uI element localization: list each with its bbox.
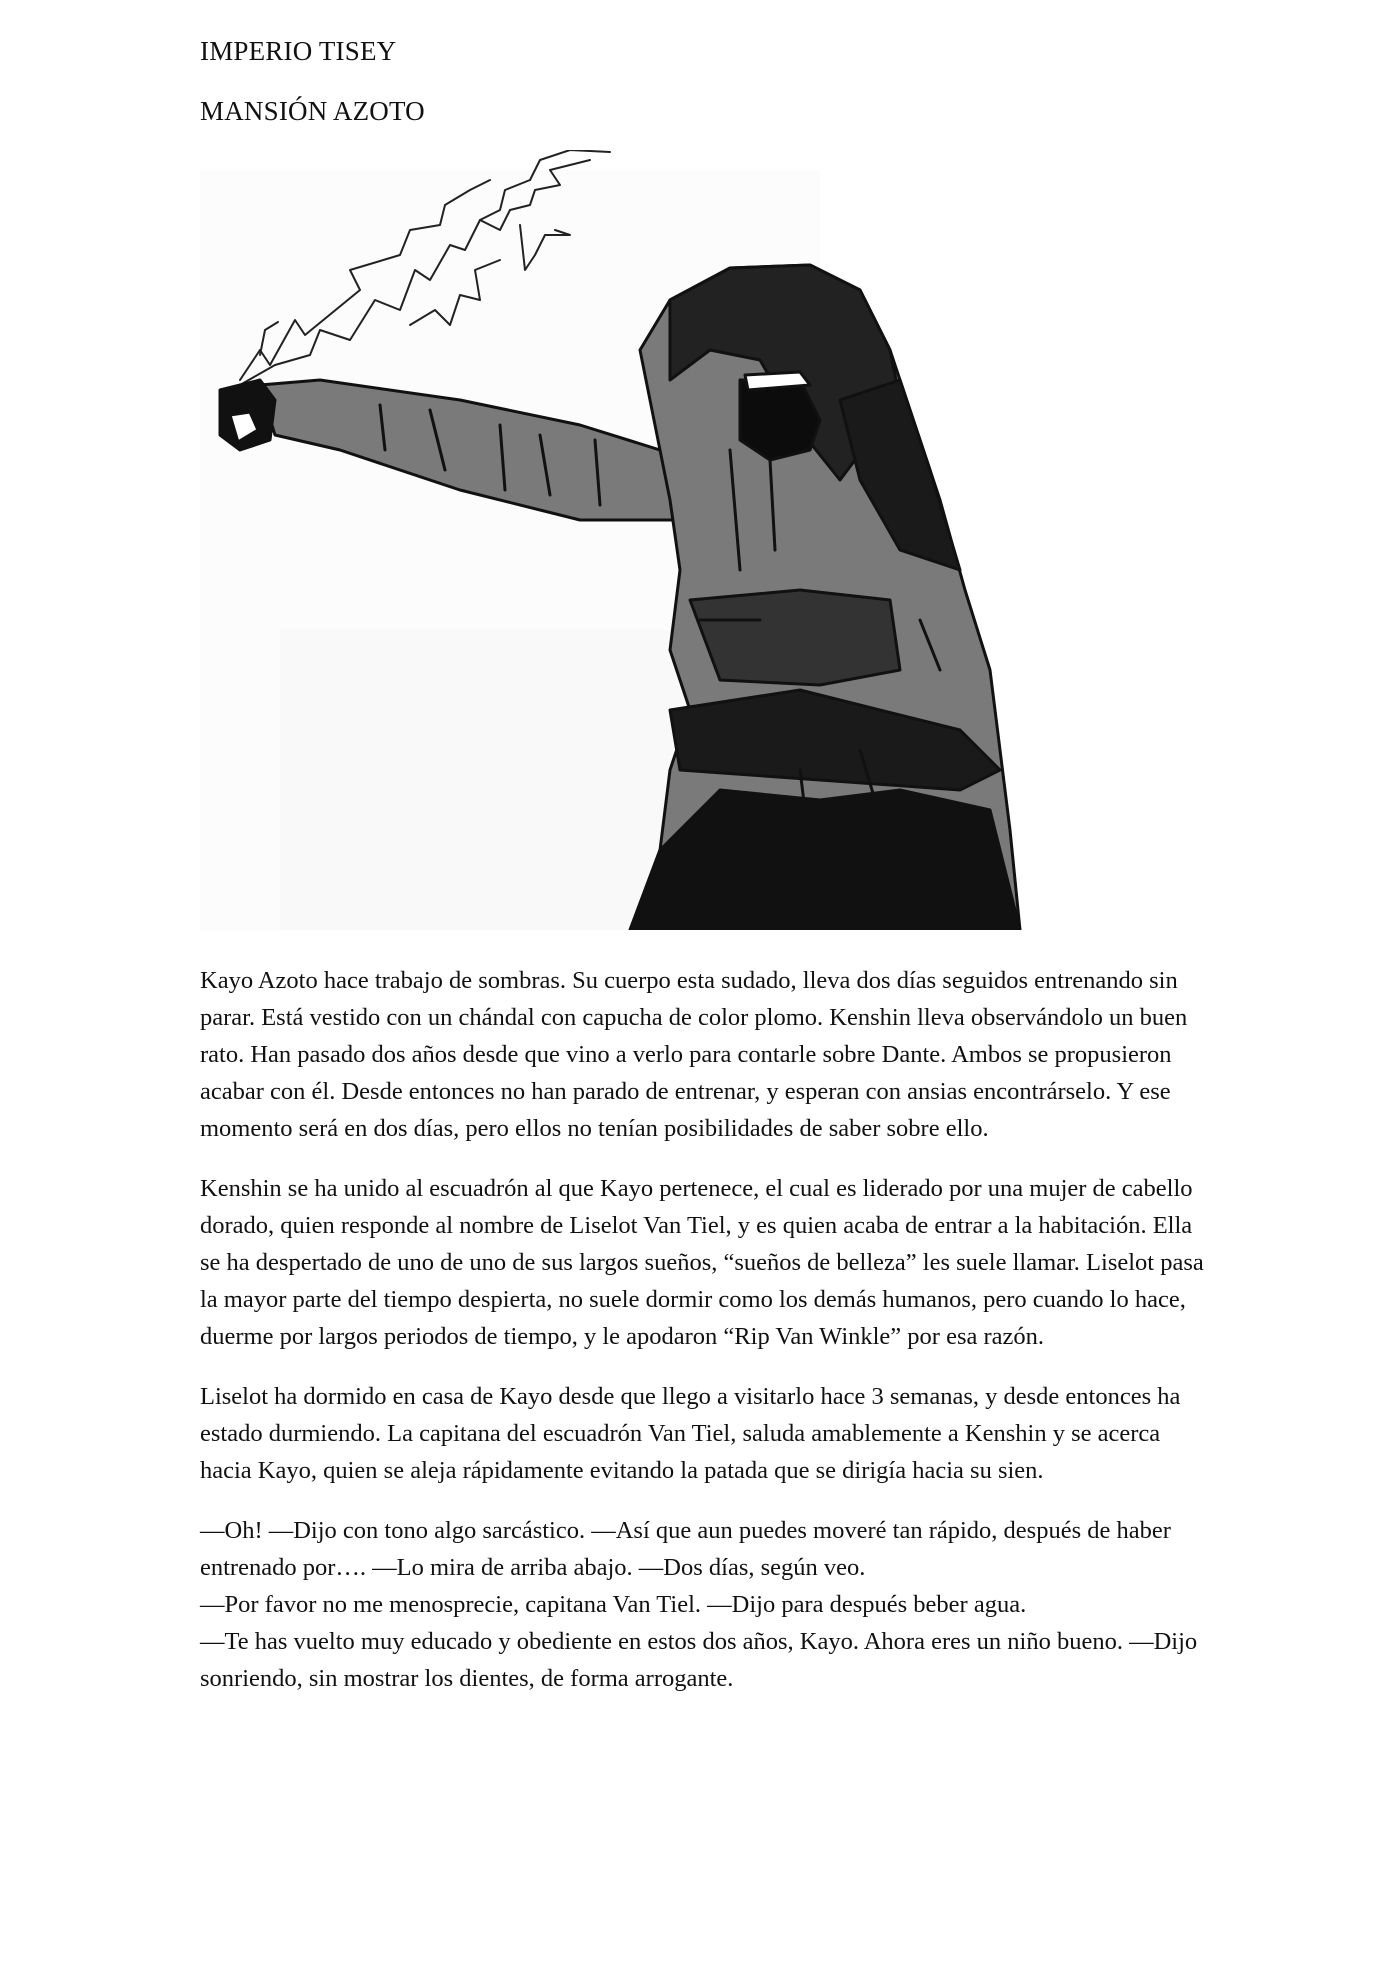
paragraph: Kayo Azoto hace trabajo de sombras. Su cuerpo esta sudado, lleva dos días seguidos entrenando sin parar. Está vestido con un chándal con capucha de color plomo. Kenshin lleva observándolo un buen rato. Han pasado dos años desde que vino a verlo para contarle sobre Dante. Ambos se propusieron acabar con él. Desde entonces no han parado de entrenar, y esperan con ansias encontrárselo. Y ese momento será en dos días, pero ellos no tenían posibilidades de saber sobre ello. — [200, 967, 1188, 1142]
paragraph: Kenshin se ha unido al escuadrón al que Kayo pertenece, el cual es liderado por una mujer de cabello dorado, quien responde al nombre de Liselot Van Tiel, y es quien acaba de entrar a la habitación. Ella se ha despertado de uno de uno de sus largos sueños, “sueños de belleza” les suele llamar. Liselot pasa la mayor parte del tiempo despierta, no suele dormir como los demás humanos, pero cuando lo hace, duerme por largos periodos de tiempo, y le apodaron “Rip Van Winkle” por esa razón. — [200, 1175, 1204, 1350]
dialogue-line: —Te has vuelto muy educado y obediente en estos dos años, Kayo. Ahora eres un niño bueno. —Dijo sonriendo, sin mostrar los dientes, de forma arrogante. — [200, 1628, 1198, 1692]
scene-heading: MANSIÓN AZOTO — [200, 96, 425, 126]
narrative-body — [200, 962, 1210, 1697]
paragraph: Liselot ha dormido en casa de Kayo desde que llego a visitarlo hace 3 semanas, y desde entonces ha estado durmiendo. La capitana del escuadrón Van Tiel, saluda amablemente a Kenshin y se acerca hacia Kayo, quien se aleja rápidamente evitando la patada que se dirigía hacia su sien. — [200, 1383, 1181, 1484]
dialogue-line: —Oh! —Dijo con tono algo sarcástico. —Así que aun puedes moveré tan rápido, después de haber entrenado por…. —Lo mira de arriba abajo. —Dos días, según veo. — [200, 1517, 1171, 1581]
dialogue-block — [200, 1512, 1210, 1697]
location-heading: IMPERIO TISEY — [200, 36, 397, 66]
dialogue-line: —Por favor no me menosprecie, capitana Van Tiel. —Dijo para después beber agua. — [200, 1591, 1027, 1618]
hooded-fighter-lightning-illustration — [200, 150, 1080, 930]
